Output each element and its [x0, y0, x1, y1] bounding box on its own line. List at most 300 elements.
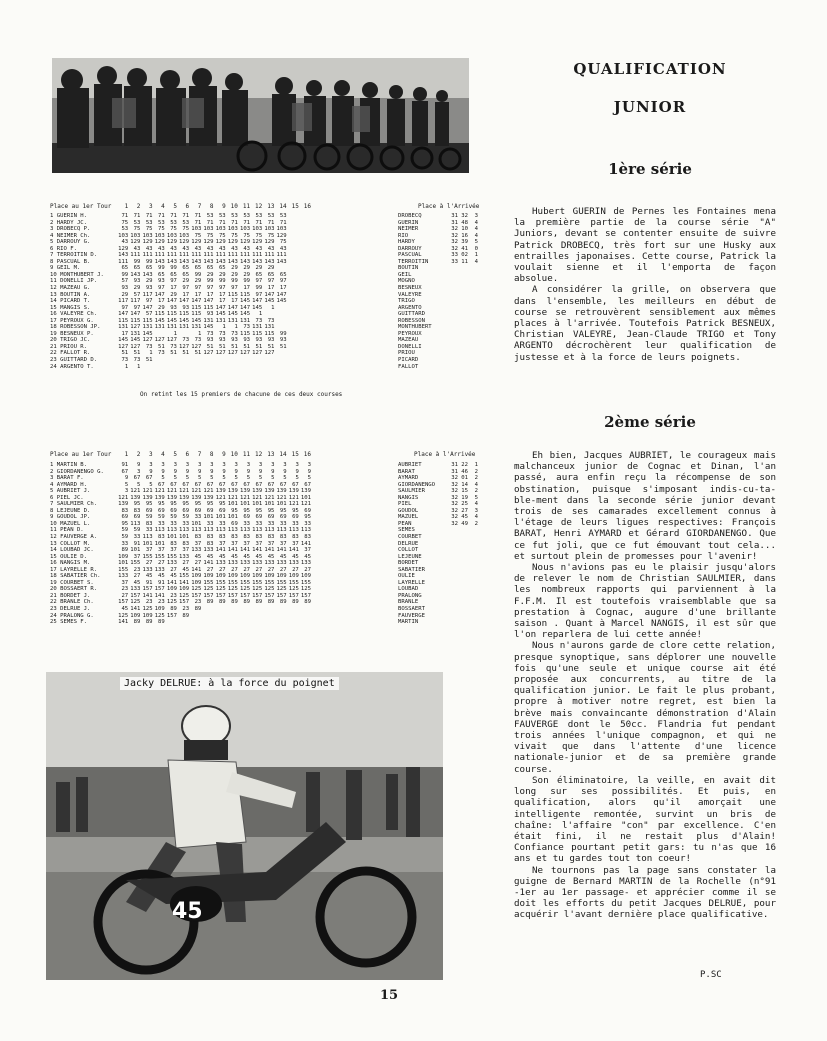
lap-position: 143: [191, 258, 202, 265]
lap-position: 3: [173, 462, 177, 468]
arrival-time: 32: [461, 213, 468, 219]
lap-position: 143: [276, 258, 287, 265]
lap-position: 95: [121, 520, 129, 527]
lap-position: 67: [267, 481, 275, 488]
signature: P.SC: [700, 970, 722, 980]
arrival-time: 15: [461, 488, 468, 495]
arrival-name: FAUVERGE: [398, 612, 425, 619]
arrival-name: PEAN: [398, 520, 412, 527]
arrival-time: 31: [451, 468, 458, 475]
rider-name: 21 BORDET J.: [50, 592, 91, 599]
lap-position: 125: [166, 599, 177, 606]
lap-position: 129: [166, 239, 177, 246]
arrival-name: BRANLE: [398, 599, 419, 606]
lap-position: 3: [283, 462, 287, 468]
arrival-name: MAZUEL: [398, 514, 419, 521]
lap-position: [214, 619, 226, 626]
lap-position: 147: [276, 291, 287, 298]
lap-position: 75: [121, 219, 129, 226]
lap-position: 89: [158, 619, 165, 626]
lap-position: 51: [231, 343, 238, 350]
lap-position: 131: [252, 324, 263, 331]
lap-position: 43: [133, 245, 141, 252]
lap-position: 93: [231, 337, 238, 344]
lap-position: 27: [194, 560, 202, 567]
arrival-time: 48: [461, 219, 468, 226]
arrival-name: OULIE: [398, 573, 415, 580]
lap-position: 103: [191, 226, 202, 233]
lap-position: 103: [203, 226, 214, 233]
lap-position: 99: [255, 285, 263, 292]
lap-position: 139: [130, 494, 141, 501]
lap-position: 83: [231, 534, 238, 541]
lap-position: 27: [121, 592, 129, 599]
lap-position: 131: [191, 324, 202, 331]
lap-position: 125: [276, 586, 287, 593]
lap-position: 5: [234, 475, 238, 482]
lap-position: 115: [239, 330, 251, 337]
rider-name: 3 BARAT F.: [50, 475, 84, 482]
lap-position: 43: [243, 245, 251, 252]
rider-name: 5 DARROUY G.: [50, 239, 91, 246]
lap-position: 9: [258, 468, 263, 475]
lap-position: 155: [300, 579, 311, 586]
lap-position: 155: [227, 579, 238, 586]
lap-position: 113: [203, 527, 214, 534]
lap-position: 109: [154, 606, 165, 613]
lap-position: 89: [255, 599, 263, 606]
arrival-name: MONTHUBERT: [398, 324, 432, 331]
lap-position: 29: [182, 278, 190, 285]
lap-position: 83: [145, 520, 153, 527]
lap-position: 125: [118, 612, 129, 619]
lap-position: 5: [246, 475, 251, 482]
lap-position: 121: [288, 494, 299, 501]
series2-arrival-list: [398, 462, 478, 626]
lap-position: 133: [203, 547, 214, 554]
lap-position: 125: [288, 586, 299, 593]
lap-position: 133: [276, 560, 287, 567]
lap-position: 93: [170, 304, 177, 311]
lap-position: 5: [149, 481, 153, 488]
lap-position: 37: [170, 547, 177, 554]
arrival-name: BESNEUX: [398, 285, 422, 292]
lap-position: 157: [239, 592, 251, 599]
lap-position: 125: [154, 612, 165, 619]
lap-position: 143: [130, 271, 141, 278]
lap-position: 65: [194, 265, 202, 272]
lap-position: 75: [194, 232, 202, 239]
lap-position: 71: [121, 213, 129, 219]
arrival-time: 1: [474, 462, 478, 468]
rider-name: 23 GUITTARD D.: [50, 357, 98, 364]
arrival-time: 4: [474, 481, 478, 488]
lap-position: 97: [158, 285, 165, 292]
lap-position: 33: [170, 520, 177, 527]
lap-position: 37: [292, 540, 299, 547]
arrival-time: 32: [451, 232, 458, 239]
lap-position: 29: [218, 271, 226, 278]
lap-position: 133: [142, 566, 153, 573]
lap-position: 5: [210, 475, 214, 482]
arrival-time: 33: [451, 258, 458, 265]
lap-number: 1: [124, 203, 129, 210]
lap-position: 113: [215, 527, 226, 534]
lap-position: 27: [243, 566, 251, 573]
lap-position: 23: [121, 586, 129, 593]
lap-position: 67: [218, 481, 226, 488]
lap-position: 45: [133, 579, 141, 586]
lap-position: 45: [158, 573, 165, 580]
lap-position: 93: [133, 278, 141, 285]
lap-position: 111: [264, 252, 275, 259]
series2-heading: 2ème série: [604, 413, 696, 431]
lap-position: 71: [170, 213, 177, 219]
arrival-time: 32: [451, 514, 458, 521]
arrival-name: MARTIN: [398, 619, 419, 626]
lap-position: 125: [130, 599, 141, 606]
lap-position: 113: [264, 527, 275, 534]
lap-position: 155: [166, 553, 177, 560]
lap-position: 71: [194, 219, 202, 226]
lap-position: 133: [300, 560, 311, 567]
grid-row: [50, 364, 287, 371]
lap-position: 73: [218, 330, 226, 337]
lap-position: 93: [121, 285, 129, 292]
lap-position: 127: [252, 350, 263, 357]
lap-number: 10: [230, 451, 238, 458]
lap-position: [226, 364, 238, 371]
arrival-time: 3: [474, 507, 478, 514]
lap-position: 3: [124, 488, 129, 495]
lap-position: 127: [130, 343, 141, 350]
lap-position: 69: [218, 507, 226, 514]
arrival-time: 10: [461, 226, 468, 233]
lap-position: 45: [170, 573, 177, 580]
lap-position: 147: [239, 304, 251, 311]
lap-position: 129: [215, 239, 226, 246]
lap-position: 37: [158, 547, 165, 554]
lap-position: 129: [118, 245, 129, 252]
lap-position: 157: [288, 592, 299, 599]
lap-position: 37: [255, 540, 263, 547]
lap-position: 101: [227, 501, 238, 508]
rider-photo: [46, 672, 443, 980]
rider-name: 16 VALEYRE Ch.: [50, 311, 98, 318]
lap-position: 9: [173, 468, 177, 475]
lap-position: 145: [130, 337, 141, 344]
lap-position: 139: [118, 501, 129, 508]
lap-position: 145: [179, 317, 190, 324]
lap-number: 15: [291, 451, 299, 458]
lap-position: 155: [142, 553, 153, 560]
lap-position: 145: [264, 298, 275, 305]
lap-position: 147: [264, 291, 275, 298]
arrival-time: 41: [461, 245, 468, 252]
lap-position: 5: [258, 475, 263, 482]
arrival-name: ROBESSON: [398, 317, 425, 324]
rider-name: 6 RIO F.: [50, 245, 77, 252]
lap-position: 131: [166, 324, 177, 331]
lap-position: 83: [194, 534, 202, 541]
grid2-label-finish: Place à l'Arrivée: [414, 451, 476, 458]
lap-position: 111: [276, 252, 287, 259]
lap-position: 73: [243, 324, 251, 331]
lap-position: 17: [243, 285, 251, 292]
rider-name: 5 AUBRIET J.: [50, 488, 91, 495]
arrival-time: 2: [474, 468, 478, 475]
lap-position: 29: [170, 291, 177, 298]
lap-position: 141: [300, 540, 311, 547]
lap-position: 145: [215, 311, 226, 318]
lap-position: 45: [194, 553, 202, 560]
lap-position: 133: [252, 560, 263, 567]
lap-number: 6: [185, 203, 190, 210]
arrival-time: 1: [474, 252, 478, 259]
lap-position: 97: [279, 278, 287, 285]
lap-position: 129: [191, 239, 202, 246]
lap-position: 101: [203, 514, 214, 521]
lap-position: 93: [158, 278, 165, 285]
lap-position: 75: [170, 226, 177, 233]
lap-position: 143: [203, 258, 214, 265]
lap-position: 59: [145, 514, 153, 521]
lap-position: 73: [231, 330, 238, 337]
lap-position: 139: [203, 494, 214, 501]
photo-caption: Jacky DELRUE: à la force du poignet: [120, 677, 339, 690]
lap-position: 1: [173, 330, 177, 337]
lap-position: 5: [173, 475, 177, 482]
lap-position: 99: [121, 271, 129, 278]
lap-position: 51: [243, 343, 251, 350]
arrival-row: [398, 619, 478, 626]
rider-name: 22 FALLOT R.: [50, 350, 91, 357]
lap-position: 37: [194, 540, 202, 547]
lap-position: 133: [264, 560, 275, 567]
lap-position: 33: [267, 520, 275, 527]
lap-position: 69: [255, 514, 263, 521]
lap-position: 133: [215, 560, 226, 567]
lap-position: 103: [130, 232, 141, 239]
lap-position: 131: [239, 317, 251, 324]
lap-number: 13: [267, 203, 275, 210]
lap-position: 89: [182, 612, 190, 619]
lap-position: 103: [179, 232, 190, 239]
lap-position: 43: [194, 245, 202, 252]
arrival-name: BOUTIN: [398, 265, 419, 272]
arrival-time: 4: [474, 258, 478, 265]
lap-position: 121: [300, 501, 311, 508]
lap-position: 1: [137, 363, 141, 370]
lap-position: 3: [258, 462, 263, 468]
lap-position: 43: [158, 245, 165, 252]
lap-position: 91: [133, 540, 141, 547]
lap-position: 23: [170, 592, 177, 599]
lap-position: 141: [215, 547, 226, 554]
lap-position: 75: [267, 232, 275, 239]
series1-lap-grid: [50, 213, 287, 370]
lap-position: 89: [279, 599, 287, 606]
lap-position: 67: [304, 481, 311, 488]
lap-position: 121: [191, 488, 202, 495]
lap-position: 133: [130, 586, 141, 593]
lap-position: 53: [133, 219, 141, 226]
lap-position: 5: [271, 475, 275, 482]
lap-position: 93: [218, 337, 226, 344]
lap-position: 125: [227, 586, 238, 593]
lap-position: 91: [158, 579, 165, 586]
arrival-name: BARAT: [398, 468, 415, 475]
lap-position: 109: [288, 573, 299, 580]
lap-position: 95: [279, 507, 287, 514]
lap-position: 145: [142, 330, 153, 337]
arrival-time: 32: [451, 226, 458, 233]
lap-position: 51: [182, 350, 190, 357]
arrival-time: 46: [461, 468, 468, 475]
lap-position: 97: [231, 285, 238, 292]
lap-position: [238, 364, 250, 371]
lap-position: 69: [231, 520, 238, 527]
rider-name: 19 BESNEUX P.: [50, 330, 94, 337]
lap-position: 127: [166, 337, 177, 344]
lap-position: [274, 619, 286, 626]
arrival-name: PEYROUX: [398, 330, 422, 337]
lap-position: 93: [255, 337, 263, 344]
lap-position: 143: [166, 258, 177, 265]
lap-position: 23: [182, 606, 190, 613]
lap-position: 83: [267, 534, 275, 541]
lap-position: 145: [252, 304, 263, 311]
lap-position: 53: [279, 213, 287, 219]
lap-position: 121: [239, 494, 251, 501]
lap-position: 157: [154, 586, 165, 593]
lap-position: 121: [215, 494, 226, 501]
lap-position: 127: [239, 350, 251, 357]
lap-position: 131: [154, 324, 165, 331]
lap-position: 145: [118, 337, 129, 344]
lap-position: 111: [191, 252, 202, 259]
lap-position: 141: [191, 566, 202, 573]
lap-position: 43: [255, 245, 263, 252]
rider-name: 13 BOUTIN A.: [50, 291, 91, 298]
lap-position: 73: [182, 337, 190, 344]
arrival-name: LOUBAD: [398, 586, 419, 593]
lap-position: 121: [203, 488, 214, 495]
lap-position: 89: [218, 599, 226, 606]
lap-position: 59: [133, 527, 141, 534]
lap-position: 27: [231, 566, 238, 573]
lap-position: 147: [252, 298, 263, 305]
lap-position: 97: [255, 278, 263, 285]
arrival-time: 16: [461, 232, 468, 239]
lap-position: 29: [231, 271, 238, 278]
lap-position: 23: [194, 599, 202, 606]
arrival-time: 32: [451, 488, 458, 495]
lap-position: 83: [243, 534, 251, 541]
lap-position: 141: [239, 547, 251, 554]
lap-position: 69: [145, 507, 153, 514]
lap-position: 139: [252, 488, 263, 495]
lap-position: 67: [279, 481, 287, 488]
lap-position: 5: [197, 475, 202, 482]
arrival-time: 4: [474, 501, 478, 508]
arrival-time: 27: [461, 507, 468, 514]
lap-position: 17: [182, 291, 190, 298]
lap-position: 147: [142, 304, 153, 311]
lap-position: 43: [170, 245, 177, 252]
lap-position: 147: [227, 304, 238, 311]
lap-position: 129: [227, 239, 238, 246]
lap-position: 75: [279, 239, 287, 246]
arrival-time: 4: [474, 514, 478, 521]
lap-position: 115: [154, 311, 165, 318]
lap-position: 125: [142, 606, 153, 613]
lap-position: 27: [170, 566, 177, 573]
lap-number: 15: [291, 203, 299, 210]
lap-position: 1: [124, 363, 129, 370]
lap-position: 3: [222, 462, 226, 468]
lap-position: 101: [300, 494, 311, 501]
lap-position: 97: [133, 304, 141, 311]
lap-position: 9: [246, 468, 251, 475]
lap-position: 99: [243, 278, 251, 285]
lap-position: 5: [307, 475, 311, 482]
lap-position: 75: [218, 232, 226, 239]
rider-name: 8 LEJEUNE D.: [50, 507, 91, 514]
lap-position: 59: [170, 514, 177, 521]
lap-position: 95: [170, 501, 177, 508]
lap-position: 109: [191, 579, 202, 586]
lap-position: 131: [203, 317, 214, 324]
lap-position: 17: [267, 285, 275, 292]
lap-position: 143: [142, 271, 153, 278]
lap-position: 1: [197, 330, 202, 337]
lap-position: 37: [267, 540, 275, 547]
lap-position: 145: [154, 317, 165, 324]
lap-position: 143: [118, 252, 129, 259]
lap-position: 73: [170, 343, 177, 350]
arrival-name: DONELLI: [398, 343, 422, 350]
arrival-name: FALLOT: [398, 363, 419, 370]
arrival-time: 2: [474, 475, 478, 482]
lap-position: 157: [276, 592, 287, 599]
lap-position: 143: [179, 258, 190, 265]
lap-position: 37: [304, 547, 311, 554]
lap-position: 51: [267, 343, 275, 350]
lap-position: 27: [145, 560, 153, 567]
lap-position: 145: [276, 298, 287, 305]
lap-position: 141: [118, 619, 129, 626]
lap-position: 65: [218, 265, 226, 272]
lap-position: 115: [118, 317, 129, 324]
lap-position: 157: [118, 599, 129, 606]
lap-position: 129: [264, 239, 275, 246]
lap-position: 111: [227, 252, 238, 259]
lap-position: 121: [118, 494, 129, 501]
lap-position: 109: [252, 573, 263, 580]
lap-position: 157: [130, 592, 141, 599]
lap-position: 147: [179, 298, 190, 305]
rider-name: 1 MARTIN B.: [50, 462, 88, 468]
arrival-time: 01: [461, 475, 468, 482]
lap-position: 109: [166, 586, 177, 593]
lap-position: [140, 364, 152, 371]
page-number: 15: [380, 988, 399, 1003]
arrival-name: GEIL: [398, 271, 412, 278]
lap-position: 53: [218, 213, 226, 219]
lap-position: 131: [142, 324, 153, 331]
lap-position: 143: [154, 258, 165, 265]
